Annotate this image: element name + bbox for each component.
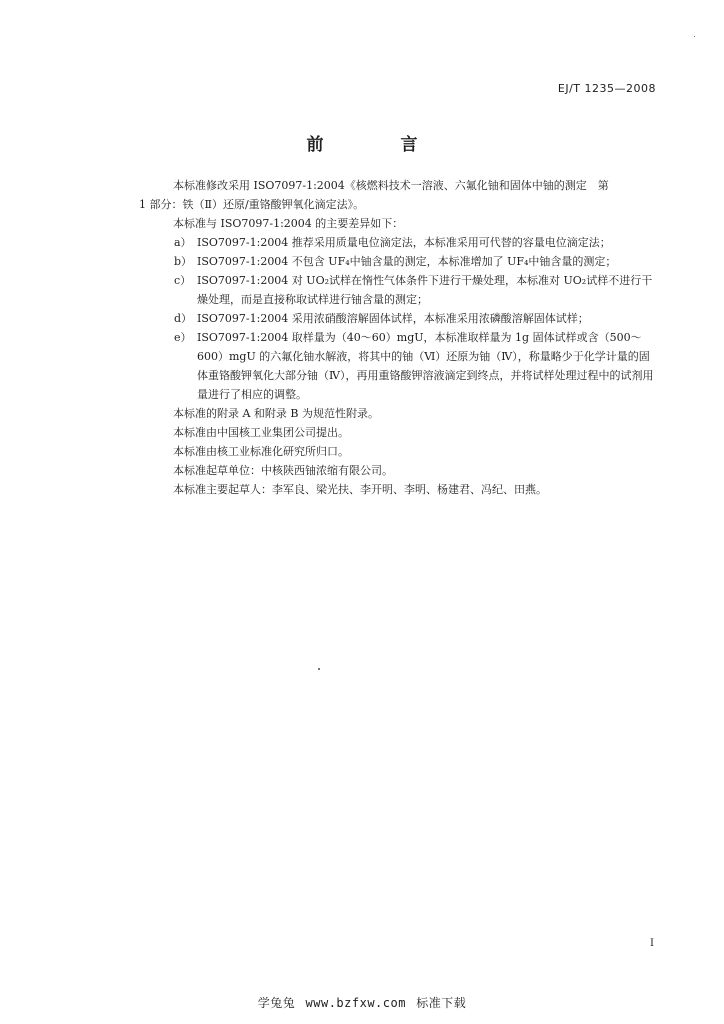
list-item-marker: c） [174,274,192,287]
list-item-text: ISO7097-1:2004 取样量为（40～60）mgU，本标准取样量为 1g 固体试样或含（500～600）mgU 的六氟化铀水解液，将其中的铀（Ⅵ）还原为铀（Ⅳ），称量略少于化学计量的固体重铬酸钾氧化大部分铀（Ⅳ），再用重铬酸钾溶液滴定到终点，并将试样处理过程中的试剂用量进行了相应的调整。 [197,331,654,401]
list-item [148,328,660,404]
scan-speck [318,668,320,670]
list-item [148,252,660,271]
scan-speck [694,36,695,37]
closing-line-drafters: 本标准主要起草人：李军良、梁光扶、李开明、李明、杨建君、冯纪、田燕。 [173,483,547,496]
closing-line-management: 本标准由核工业标准化研究所归口。 [173,445,349,458]
list-item-marker: a） [174,236,192,249]
footer-watermark [0,994,724,1011]
list-item-text: ISO7097-1:2004 不包含 UF₄中铀含量的测定，本标准增加了 UF₄中铀含量的测定； [197,255,617,268]
list-item [148,233,660,252]
document-body [139,176,660,499]
scope-paragraph-line-2: 1 部分：铁（Ⅱ）还原/重铬酸钾氧化滴定法》。 [139,198,365,211]
footer-tagline: 标准下载 [416,996,467,1010]
closing-line-appendix: 本标准的附录 A 和附录 B 为规范性附录。 [173,407,380,420]
list-item [148,271,660,309]
footer-url[interactable]: www.bzfxw.com [305,996,406,1010]
list-item-text: ISO7097-1:2004 推荐采用质量电位滴定法，本标准采用可代替的容量电位滴定法； [197,236,611,249]
page-title: 前 言 [306,135,448,155]
scope-paragraph-line-1: 本标准修改采用 ISO7097-1:2004《核燃料技术一溶液、六氟化铀和固体中铀的测定 第 [173,179,609,192]
list-item-text: ISO7097-1:2004 对 UO₂试样在惰性气体条件下进行干燥处理，本标准对 UO₂试样不进行干燥处理，而是直接称取试样进行铀含量的测定； [197,274,653,306]
list-item-marker: e） [174,331,192,344]
page-number: I [650,938,654,949]
list-item-marker: b） [174,255,193,268]
closing-line-drafting-unit: 本标准起草单位：中核陕西铀浓缩有限公司。 [173,464,393,477]
list-item [148,309,660,328]
differences-intro: 本标准与 ISO7097-1:2004 的主要差异如下： [173,217,404,230]
standard-code: EJ/T 1235—2008 [557,82,656,95]
list-item-text: ISO7097-1:2004 采用浓硝酸溶解固体试样，本标准采用浓磷酸溶解固体试样； [197,312,589,325]
list-item-marker: d） [174,312,193,325]
closing-line-proposer: 本标准由中国核工业集团公司提出。 [173,426,349,439]
footer-site-name: 学兔兔 [257,996,296,1010]
